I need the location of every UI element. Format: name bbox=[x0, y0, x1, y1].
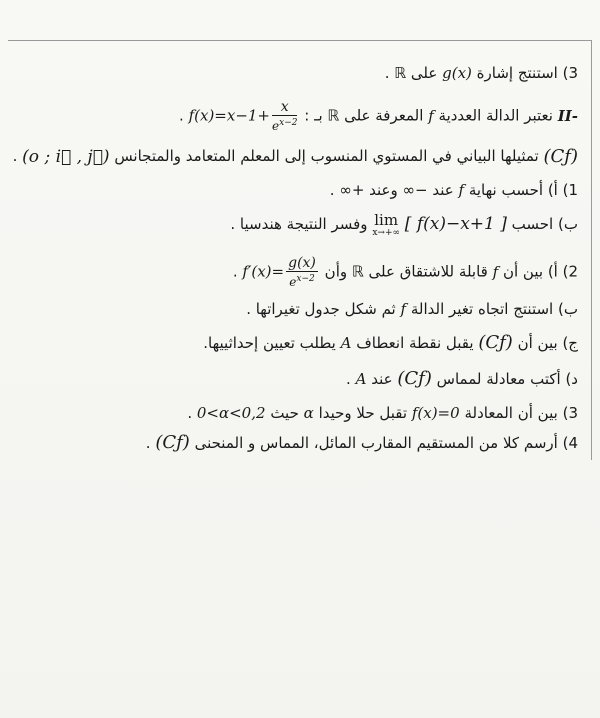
exercise-line-8 bbox=[203, 333, 578, 353]
line-8-curve: (Cƒ) bbox=[478, 332, 513, 353]
fraction-denominator bbox=[272, 116, 297, 133]
exercise-line-9 bbox=[346, 369, 578, 389]
line-9-tail: عند bbox=[371, 370, 393, 388]
frame-right-border bbox=[591, 40, 592, 460]
line-10-tail: حيث bbox=[270, 404, 299, 422]
line-4-num: 1) أ) bbox=[547, 181, 578, 199]
line-1-tail: على ℝ . bbox=[384, 64, 438, 82]
function-definition bbox=[189, 100, 300, 133]
line-3-end: . bbox=[12, 147, 18, 165]
derivative-denominator-base: e bbox=[289, 275, 297, 289]
line-2-text: نعتبر الدالة العددية bbox=[438, 106, 553, 125]
derivative-definition bbox=[242, 256, 319, 289]
function-lhs: f(x)=x−1+ bbox=[188, 106, 271, 125]
line-10-text: بين أن المعادلة bbox=[464, 404, 558, 422]
line-3-frame: (o ; i⃗ , j⃗) bbox=[22, 146, 110, 167]
line-11-end: . bbox=[145, 434, 151, 452]
limit-operator bbox=[372, 212, 400, 238]
line-9-text: أكتب معادلة لمماس bbox=[436, 370, 561, 388]
line-5-tail: وفسر النتيجة هندسيا . bbox=[230, 215, 368, 233]
line-8-end: يطلب تعيين إحداثييها. bbox=[203, 334, 336, 352]
line-11-num: 4) bbox=[562, 434, 578, 452]
line-7-text: استنتج اتجاه تغير الدالة bbox=[410, 300, 554, 318]
line-1-math: g(x) bbox=[442, 64, 472, 82]
limit-subscript: x→+∞ bbox=[372, 228, 400, 238]
line-4-text: أحسب نهاية bbox=[468, 181, 544, 199]
line-7-f: f bbox=[400, 300, 407, 318]
derivative-denominator-exponent: x−2 bbox=[296, 274, 315, 284]
limit-word: lim bbox=[374, 211, 399, 229]
exercise-line-3 bbox=[13, 146, 578, 167]
line-10-alpha: α bbox=[303, 404, 314, 422]
derivative-numerator: g(x) bbox=[288, 255, 316, 271]
exercise-line-4 bbox=[330, 180, 578, 200]
line-1-text: 3) استنتج إشارة bbox=[476, 64, 578, 82]
line-11-text: أرسم كلا من المستقيم المقارب المائل، المماس و المنحنى bbox=[194, 434, 558, 452]
line-4-f: f bbox=[458, 181, 465, 199]
line-8-num: ج) bbox=[562, 334, 578, 352]
exercise-line-7 bbox=[246, 299, 578, 319]
exercise-line-10 bbox=[187, 403, 578, 423]
line-6-mid: قابلة للاشتقاق على ℝ وأن bbox=[324, 262, 488, 281]
frame-top-border bbox=[8, 40, 592, 41]
derivative-lhs: f′(x)= bbox=[242, 262, 285, 281]
line-9-curve: (Cƒ) bbox=[397, 368, 432, 389]
line-9-point: A bbox=[355, 370, 367, 388]
line-6-end: . bbox=[232, 262, 238, 281]
exercise-line-1 bbox=[385, 63, 578, 83]
line-8-text: بين أن bbox=[517, 334, 558, 352]
limit-argument: [ f(x)−x+1 ] bbox=[404, 214, 507, 234]
line-2-end: . bbox=[179, 106, 184, 125]
line-10-num: 3) bbox=[562, 404, 578, 422]
line-9-end: . bbox=[346, 370, 351, 388]
exercise-line-2 bbox=[179, 100, 578, 133]
line-2-mid: المعرفة على ℝ بـ : bbox=[304, 106, 424, 125]
function-fraction bbox=[272, 100, 297, 133]
line-6-num: 2) أ) bbox=[547, 262, 578, 281]
line-10-end: . bbox=[187, 404, 193, 422]
line-9-num: د) bbox=[565, 370, 578, 388]
line-10-mid: تقبل حلا وحيدا bbox=[318, 404, 408, 422]
line-5-text: احسب bbox=[511, 215, 554, 233]
exercise-line-11 bbox=[146, 433, 578, 453]
line-3-text: تمثيلها البياني في المستوي المنسوب إلى المعلم المتعامد والمتجانس bbox=[114, 147, 539, 165]
line-10-equation: f(x)=0 bbox=[411, 404, 460, 422]
denominator-exponent: x−2 bbox=[279, 118, 298, 128]
line-7-tail: ثم شكل جدول تغيراتها . bbox=[246, 300, 396, 318]
exercise-line-6 bbox=[233, 256, 578, 289]
line-2-f: f bbox=[428, 106, 434, 125]
derivative-denominator bbox=[286, 272, 318, 289]
line-4-tail: عند −∞ وعند +∞ . bbox=[329, 181, 454, 199]
line-11-curve: (Cƒ) bbox=[155, 432, 190, 453]
line-7-num: ب) bbox=[558, 300, 578, 318]
denominator-base: e bbox=[272, 119, 280, 133]
line-6-text: بين أن bbox=[502, 262, 544, 281]
line-5-num: ب) bbox=[558, 215, 578, 233]
exercise-line-5 bbox=[230, 212, 578, 238]
part-label: II- bbox=[557, 106, 578, 125]
limit-expression bbox=[372, 212, 507, 238]
derivative-fraction bbox=[286, 256, 318, 289]
line-10-inequality: 0<α<0,2 bbox=[196, 404, 266, 422]
line-8-tail: يقبل نقطة انعطاف bbox=[356, 334, 474, 352]
line-6-f: f bbox=[492, 262, 499, 281]
line-3-curve: (Cƒ) bbox=[543, 145, 578, 167]
line-8-point: A bbox=[340, 334, 352, 352]
fraction-numerator: x bbox=[272, 100, 297, 116]
